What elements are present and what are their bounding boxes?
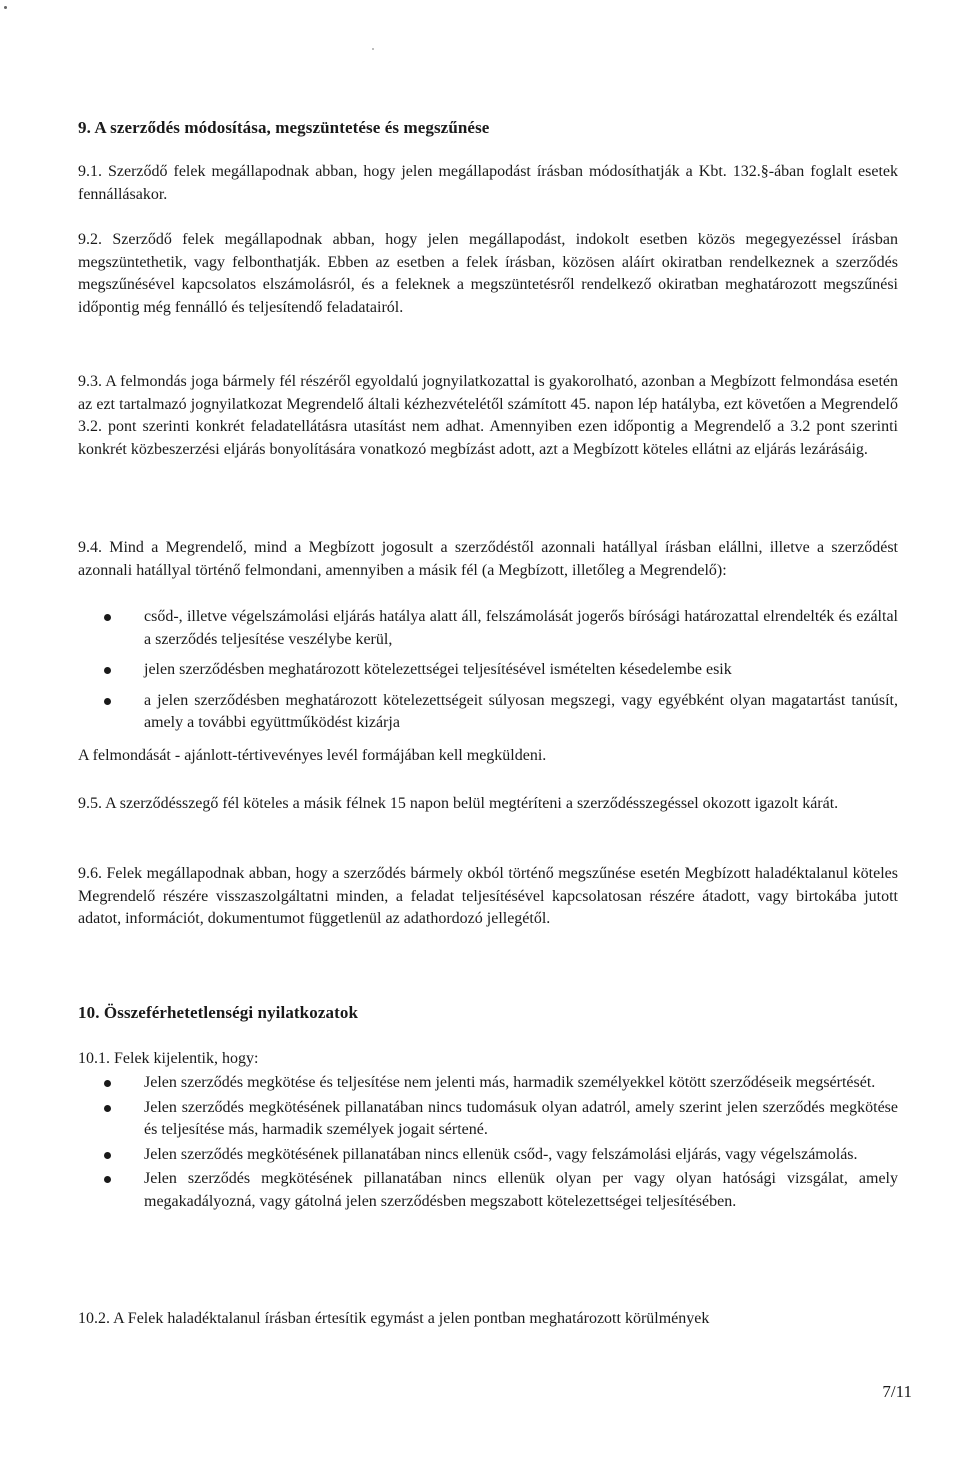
paragraph-9-3: 9.3. A felmondás joga bármely fél részéről egyoldalú jognyilatkozattal is gyakorolható, azonban a Megbízott felmondása esetén az ezt tartalmazó jognyilatkozat Megrendelő általi kézhezvételétől számított 45. napon lép hatályba, ezt követően a Megrendelő 3.2. pont szerinti konkrét feladatellátásra utasítást nem adhat. Amennyiben ezen időpontig a Megrendelő a 3.2 pont szerinti konkrét közbeszerzési eljárás bonyolítására vonatkozó megbízást adott, azt a Megbízott köteles ellátni az eljárás lezárásáig. — [78, 373, 898, 458]
paragraph-9-4: 9.4. Mind a Megrendelő, mind a Megbízott jogosult a szerződéstől azonnali hatállyal írásban elállni, illetve a szerződést azonnali hatállyal történő felmondani, amennyiben a másik fél (a Megbízott, illetőleg a Megrendelő): — [78, 539, 898, 579]
paragraph-10-1: 10.1. Felek kijelentik, hogy: — [78, 1050, 259, 1067]
termination-conditions-list — [78, 606, 898, 735]
list-item: Jelen szerződés megkötésének pillanatában nincs tudomásuk olyan adatról, amely szerint jelen szerződés megkötése és teljesítése más, harmadik személyek jogait sértené. — [78, 1097, 898, 1142]
list-item: Jelen szerződés megkötésének pillanatában nincs ellenük olyan per vagy olyan hatósági vizsgálat, amely megakadályozná, vagy gátolná jelen szerződésben megszabott kötelezettségei teljesítésében. — [78, 1168, 898, 1213]
list-item: Jelen szerződés megkötése és teljesítése nem jelenti más, harmadik személyekkel kötött szerződéseik megsértését. — [78, 1072, 898, 1095]
paragraph-9-6: 9.6. Felek megállapodnak abban, hogy a szerződés bármely okból történő megszűnése esetén Megbízott haladéktalanul köteles Megrendelő részére visszaszolgáltatni minden, a feladat teljesítésével kapcsolatosan részére átadott, vagy birtokába jutott adatot, információt, dokumentumot függetlenül az adathordozó jellegétől. — [78, 865, 898, 927]
list-item: csőd-, illetve végelszámolási eljárás hatálya alatt áll, felszámolását jogerős bírósági határozattal elrendelték és ezáltal a szerződés teljesítése veszélybe kerül, — [78, 606, 898, 651]
paragraph-10-2: 10.2. A Felek haladéktalanul írásban értesítik egymást a jelen pontban meghatározott körülmények — [78, 1310, 710, 1327]
list-item: Jelen szerződés megkötésének pillanatában nincs ellenük csőd-, vagy felszámolási eljárás, vagy végelszámolás. — [78, 1144, 898, 1167]
list-item: a jelen szerződésben meghatározott kötelezettségeit súlyosan megszegi, vagy egyébként olyan magatartást tanúsít, amely a további együttműködést kizárja — [78, 690, 898, 735]
scan-speck — [372, 48, 374, 50]
paragraph-9-2: 9.2. Szerződő felek megállapodnak abban, hogy jelen megállapodást, indokolt esetben közös megegyezéssel írásban megszüntethetik, vagy felbonthatják. Ebben az esetben a felek írásban, közösen aláírt okiratban rendelkeznek a szerződés megszűnésével kapcsolatos elszámolásról, és a feleknek a megszüntetésről rendelkező okiratban meghatározott megszűnési időpontig még fennálló és teljesítendő feladatairól. — [78, 231, 898, 316]
declarations-list — [78, 1072, 898, 1213]
section-10-heading: 10. Összeférhetetlenségi nyilatkozatok — [78, 1003, 358, 1022]
list-item: jelen szerződésben meghatározott kötelezettségei teljesítésével ismételten késedelembe esik — [78, 659, 898, 682]
paragraph-9-1: 9.1. Szerződő felek megállapodnak abban, hogy jelen megállapodást írásban módosíthatják a Kbt. 132.§-ában foglalt esetek fennállásakor. — [78, 163, 898, 203]
termination-notice: A felmondását - ajánlott-tértivevényes levél formájában kell megküldeni. — [78, 747, 547, 764]
scan-speck — [4, 6, 7, 9]
page-number: 7/11 — [882, 1382, 912, 1401]
paragraph-9-5: 9.5. A szerződésszegő fél köteles a másik félnek 15 napon belül megtéríteni a szerződésszegéssel okozott igazolt kárát. — [78, 795, 839, 812]
section-9-heading: 9. A szerződés módosítása, megszüntetése és megszűnése — [78, 118, 490, 137]
